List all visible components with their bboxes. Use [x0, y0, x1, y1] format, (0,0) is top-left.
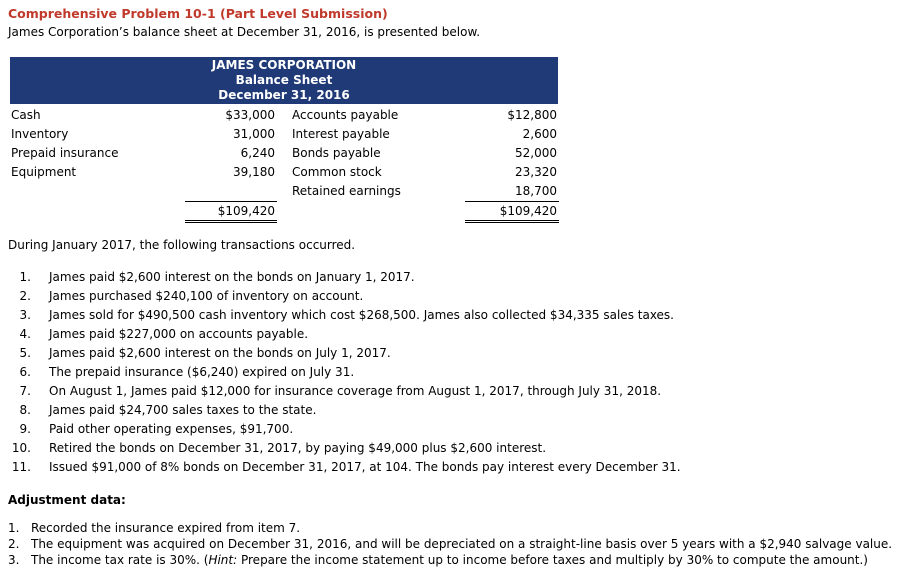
adjustment-data-heading: Adjustment data:	[8, 493, 126, 507]
transaction-text: James sold for $490,500 cash inventory which cost $268,500. James also collected $34,335 sales taxes.	[49, 308, 674, 322]
transaction-number: 5.	[19, 346, 31, 360]
problem-title: Comprehensive Problem 10-1 (Part Level Submission)	[8, 6, 388, 21]
adjustment-text	[31, 553, 868, 567]
transactions-intro: During January 2017, the following transactions occurred.	[8, 238, 356, 252]
transaction-number: 1.	[19, 270, 31, 284]
transaction-text: James paid $24,700 sales taxes to the state.	[49, 403, 317, 417]
transaction-text: Issued $91,000 of 8% bonds on December 31, 2017, at 104. The bonds pay interest every December 31.	[49, 460, 681, 474]
adjustment-text-part: Prepare the income statement up to income before taxes and multiply by 30% to compute the amount.)	[237, 553, 868, 567]
transaction-number: 4.	[19, 327, 31, 341]
liability-amount: 52,000	[515, 146, 557, 160]
statement-date: December 31, 2016	[218, 88, 350, 102]
transaction-text: The prepaid insurance ($6,240) expired on July 31.	[49, 365, 355, 379]
total-assets: $109,420	[217, 204, 275, 218]
transaction-number: 9.	[19, 422, 31, 436]
total-rule	[185, 201, 277, 202]
total-rule	[465, 201, 559, 202]
adjustment-text: The equipment was acquired on December 31, 2016, and will be depreciated on a straight-line basis over 5 years with a $2,940 salvage value.	[31, 537, 893, 551]
transaction-text: On August 1, James paid $12,000 for insurance coverage from August 1, 2017, through July 31, 2018.	[49, 384, 662, 398]
transaction-text: James paid $2,600 interest on the bonds on January 1, 2017.	[49, 270, 415, 284]
transaction-number: 10.	[11, 441, 31, 455]
asset-label: Cash	[11, 108, 41, 122]
asset-amount: 39,180	[233, 165, 275, 179]
equity-label: Common stock	[292, 165, 382, 179]
double-rule	[185, 220, 277, 221]
transaction-number: 11.	[11, 460, 31, 474]
equity-amount: 23,320	[515, 165, 557, 179]
adjustment-number: 1.	[8, 521, 20, 535]
double-rule	[465, 222, 559, 223]
asset-amount: 31,000	[233, 127, 275, 141]
transaction-text: James paid $227,000 on accounts payable.	[49, 327, 309, 341]
hint-label: Hint:	[208, 553, 238, 567]
transaction-text: Paid other operating expenses, $91,700.	[49, 422, 294, 436]
double-rule	[465, 220, 559, 221]
balance-sheet-header	[10, 57, 558, 104]
equity-label: Retained earnings	[292, 184, 401, 198]
double-rule	[185, 222, 277, 223]
asset-amount: $33,000	[225, 108, 275, 122]
equity-amount: 18,700	[515, 184, 557, 198]
statement-name: Balance Sheet	[235, 73, 333, 87]
total-liabilities-equity: $109,420	[499, 204, 557, 218]
transaction-text: James paid $2,600 interest on the bonds on July 1, 2017.	[49, 346, 391, 360]
adjustment-number: 2.	[8, 537, 20, 551]
liability-amount: $12,800	[507, 108, 557, 122]
asset-label: Inventory	[11, 127, 69, 141]
transaction-text: Retired the bonds on December 31, 2017, by paying $49,000 plus $2,600 interest.	[49, 441, 547, 455]
company-name: JAMES CORPORATION	[211, 58, 357, 72]
adjustment-text: Recorded the insurance expired from item 7.	[31, 521, 301, 535]
asset-amount: 6,240	[240, 146, 275, 160]
asset-label: Equipment	[11, 165, 77, 179]
adjustment-number: 3.	[8, 553, 20, 567]
transaction-text: James purchased $240,100 of inventory on account.	[49, 289, 364, 303]
transaction-number: 7.	[19, 384, 31, 398]
liability-amount: 2,600	[522, 127, 557, 141]
asset-label: Prepaid insurance	[11, 146, 119, 160]
transaction-number: 8.	[19, 403, 31, 417]
liability-label: Bonds payable	[292, 146, 381, 160]
transaction-number: 6.	[19, 365, 31, 379]
transaction-number: 2.	[19, 289, 31, 303]
problem-intro: James Corporation’s balance sheet at December 31, 2016, is presented below.	[8, 25, 481, 39]
liability-label: Interest payable	[292, 127, 390, 141]
adjustment-text-part: The income tax rate is 30%. (	[31, 553, 209, 567]
liability-label: Accounts payable	[292, 108, 399, 122]
transaction-number: 3.	[19, 308, 31, 322]
